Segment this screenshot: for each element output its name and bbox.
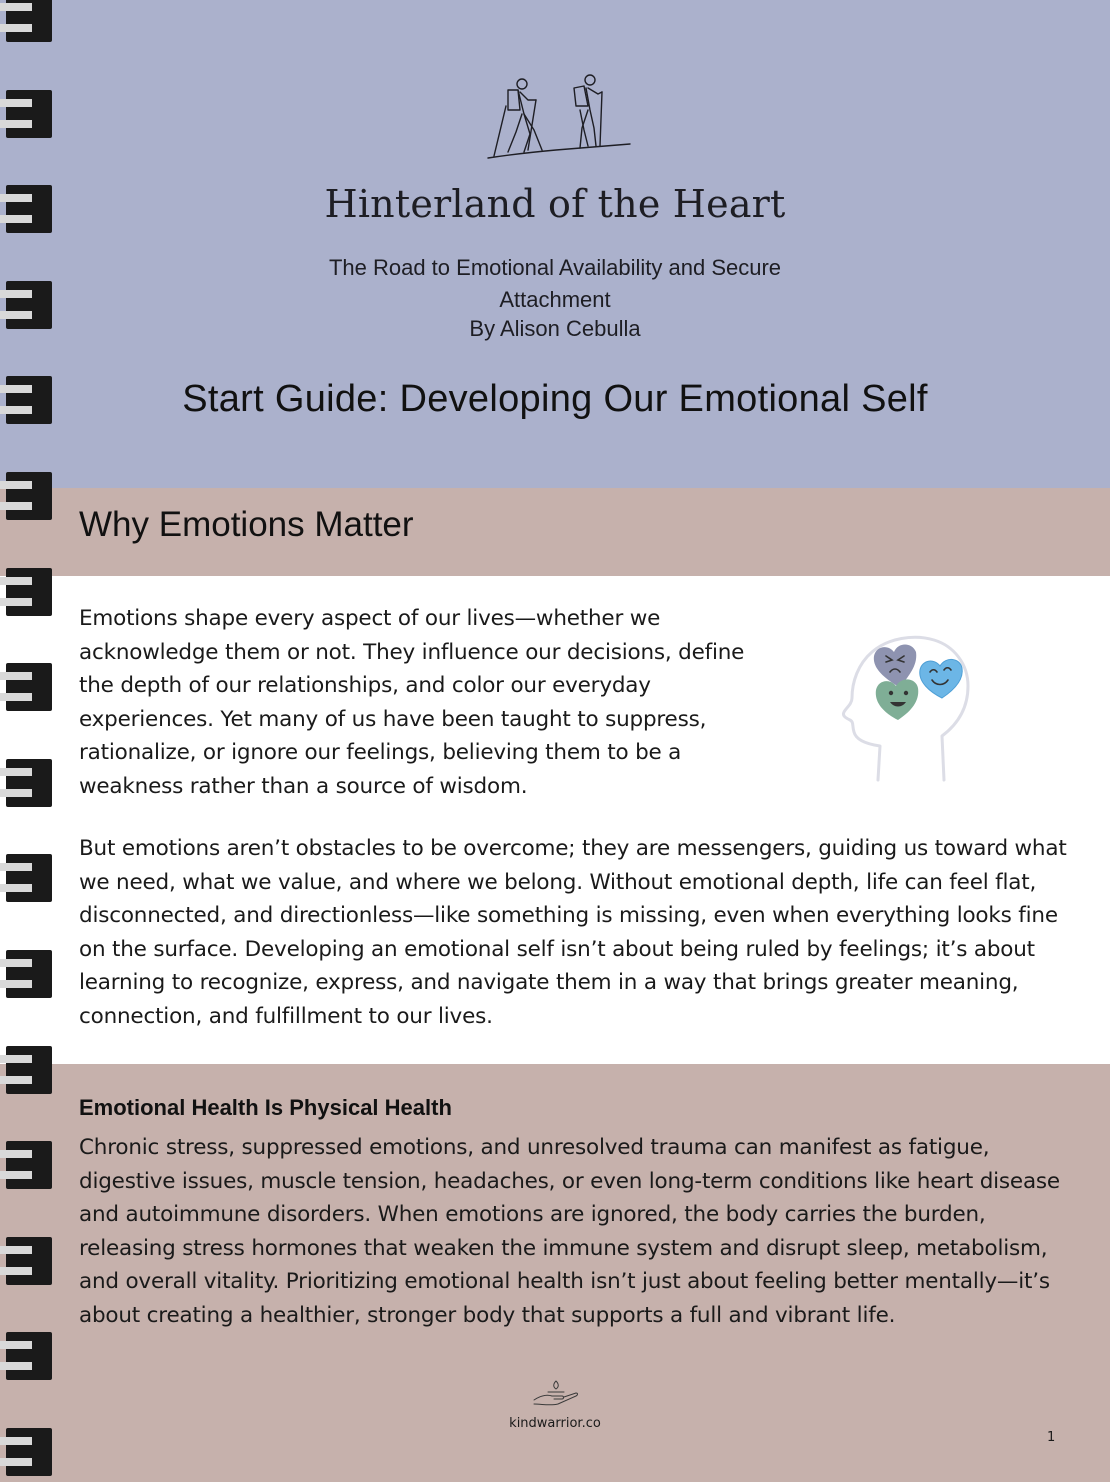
book-subtitle: The Road to Emotional Availability and Secure Attachment [328, 255, 782, 312]
binding-ring [0, 568, 54, 616]
book-title: Hinterland of the Heart [324, 182, 786, 226]
binding-ring [0, 663, 54, 711]
why-paragraph-2: But emotions aren’t obstacles to be overcome; they are messengers, guiding us toward what we need, what we value, and where we belong. Without emotional depth, life can feel flat, disconnected, and directionless—like something is missing, even when everything looks fine on the surface. Developing an emotional self isn’t about being ruled by feelings; it’s about learning to recognize, express, and navigate them in a way that brings greater meaning, connection, and fulfillment to our lives. [79, 836, 1067, 1029]
page-number: 1 [1047, 1430, 1056, 1445]
binding-ring [0, 90, 54, 138]
binding-ring [0, 472, 54, 520]
binding-ring [0, 1428, 54, 1476]
guide-title: Start Guide: Developing Our Emotional Self [182, 378, 928, 420]
head-with-emotion-hearts-icon [836, 628, 976, 784]
binding-ring [0, 1332, 54, 1380]
binding-ring [0, 854, 54, 902]
binding-ring [0, 950, 54, 998]
health-paragraph: Chronic stress, suppressed emotions, and unresolved trauma can manifest as fatigue, digestive issues, muscle tension, headaches, or even long-term conditions like heart disease and autoimmune disorders. When emotions are ignored, the body carries the burden, releasing stress hormones that weaken the immune system and disrupt sleep, metabolism, and overall vitality. Prioritizing emotional health isn’t just about feeling better mentally—it’s about creating a healthier, stronger body that supports a full and vibrant life. [79, 1135, 1060, 1328]
why-paragraph-1: Emotions shape every aspect of our lives—whether we acknowledge them or not. They influence our decisions, define the depth of our relationships, and color our everyday experiences. Yet many of us have been taught to suppress, rationalize, or ignore our feelings, believing them to be a weakness rather than a source of wisdom. [79, 606, 745, 799]
author-byline: By Alison Cebulla [469, 316, 641, 341]
binding-ring [0, 759, 54, 807]
binding-ring [0, 1141, 54, 1189]
binding-ring [0, 1237, 54, 1285]
binding-ring [0, 1046, 54, 1094]
why-emotions-heading: Why Emotions Matter [79, 505, 414, 544]
footer-website: kindwarrior.co [509, 1416, 601, 1431]
hikers-illustration-icon [484, 70, 634, 162]
binding-ring [0, 0, 54, 42]
hand-flame-icon [530, 1378, 582, 1410]
health-heading: Emotional Health Is Physical Health [79, 1095, 452, 1120]
